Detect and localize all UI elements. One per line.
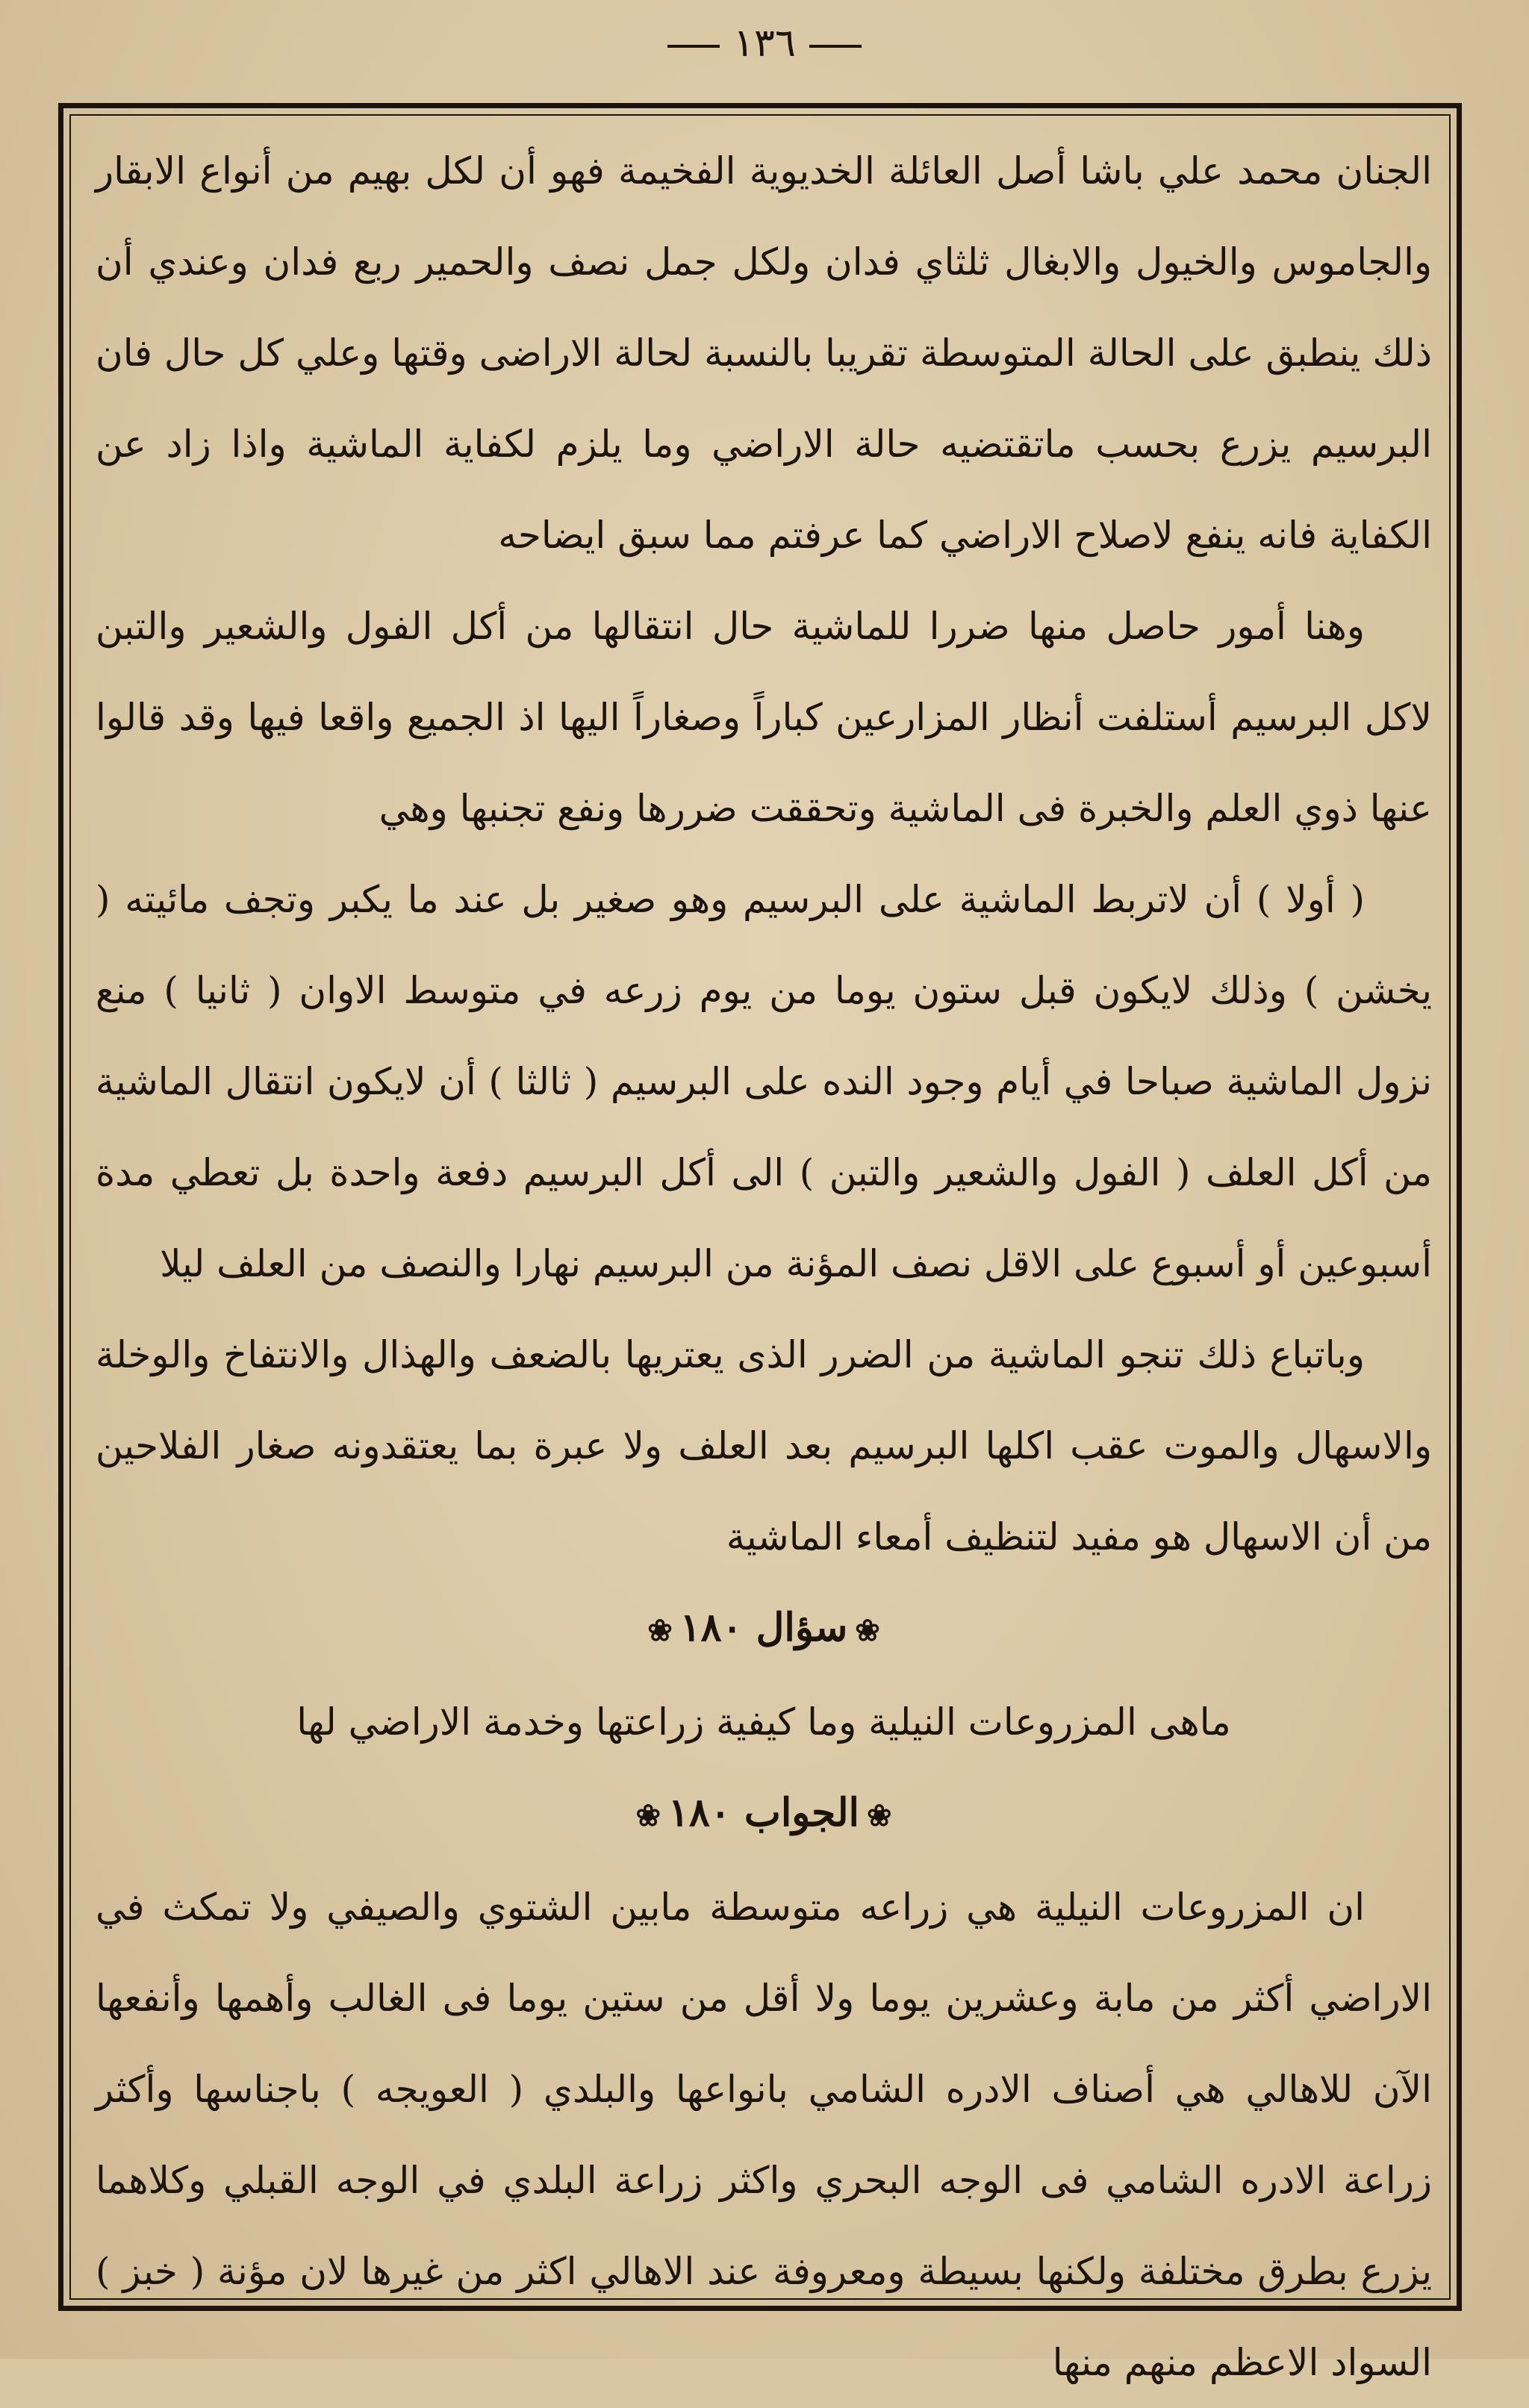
question-heading-text: سؤال ١٨٠ <box>679 1605 848 1650</box>
paragraph-result: وباتباع ذلك تنجو الماشية من الضرر الذى يعتريها بالضعف والهذال والانتفاخ والوخلة والاسهال والموت عقب اكلها البرسيم بعد العلف ولا عبرة بما يعتقدونه صغار الفلاحين من أن الاسهال هو مفيد لتنظيف أمعاء الماشية <box>96 1333 1432 1559</box>
page-number-text: ١٣٦ <box>733 21 796 66</box>
page-number-right-dash <box>809 45 862 48</box>
ornament-icon: ❀ <box>635 1798 661 1833</box>
page-number <box>0 21 1529 66</box>
answer-heading <box>96 1768 1432 1862</box>
ornament-icon: ❀ <box>867 1798 892 1833</box>
question-text: ماهى المزروعات النيلية وما كيفية زراعتها وخدمة الاراضي لها <box>296 1700 1231 1744</box>
page-text-block <box>96 125 1432 2408</box>
ornament-icon: ❀ <box>647 1613 673 1648</box>
question-heading <box>96 1582 1432 1676</box>
answer-paragraph: ان المزروعات النيلية هي زراعه متوسطة مابين الشتوي والصيفي ولا تمكث في الاراضي أكثر من مابة وعشرين يوما ولا أقل من ستين يوما فى الغالب وأهمها وأنفعها الآن للاهالي هي أصناف الادره الشامي بانواعها والبلدي ( العويجه ) باجناسها وأكثر زراعة الادره الشامي فى الوجه البحري واكثر زراعة البلدي في الوجه القبلي وكلاهما يزرع بطرق مختلفة ولكنها بسيطة ومعروفة عند الاهالي اكثر من غيرها لان مؤنة ( خبز ) السواد الاعظم منهم منها <box>96 1885 1433 2384</box>
page-number-left-dash <box>667 45 720 48</box>
ornament-icon: ❀ <box>855 1613 880 1648</box>
answer-heading-text: الجواب ١٨٠ <box>667 1790 860 1835</box>
paragraph-rules: ( أولا ) أن لاتربط الماشية على البرسيم وهو صغير بل عند ما يكبر وتجف مائيته ( يخشن ) وذلك لايكون قبل ستون يوما من يوم زرعه في متوسط الاوان ( ثانيا ) منع نزول الماشية صباحا في أيام وجود النده على البرسيم ( ثالثا ) أن لايكون انتقال الماشية من أكل العلف ( الفول والشعير والتبن ) الى أكل البرسيم دفعة واحدة بل تعطي مدة أسبوعين أو أسبوع على الاقل نصف المؤنة من البرسيم نهارا والنصف من العلف ليلا <box>96 878 1432 1285</box>
paragraph-livestock-harm: وهنا أمور حاصل منها ضررا للماشية حال انتقالها من أكل الفول والشعير والتبن لاكل البرسيم أستلفت أنظار المزارعين كباراً وصغاراً اليها اذ الجميع واقعا فيها وقد قالوا عنها ذوي العلم والخبرة فى الماشية وتحققت ضررها ونفع تجنبها وهي <box>96 605 1432 830</box>
paragraph-continued: الجنان محمد علي باشا أصل العائلة الخديوية الفخيمة فهو أن لكل بهيم من أنواع الابقار والجاموس والخيول والابغال ثلثاي فدان ولكل جمل نصف والحمير ربع فدان وعندي أن ذلك ينطبق على الحالة المتوسطة تقريبا بالنسبة لحالة الاراضى وقتها وعلي كل حال فان البرسيم يزرع بحسب ماتقتضيه حالة الاراضي وما يلزم لكفاية الماشية واذا زاد عن الكفاية فانه ينفع لاصلاح الاراضي كما عرفتم مما سبق ايضاحه <box>96 149 1432 557</box>
